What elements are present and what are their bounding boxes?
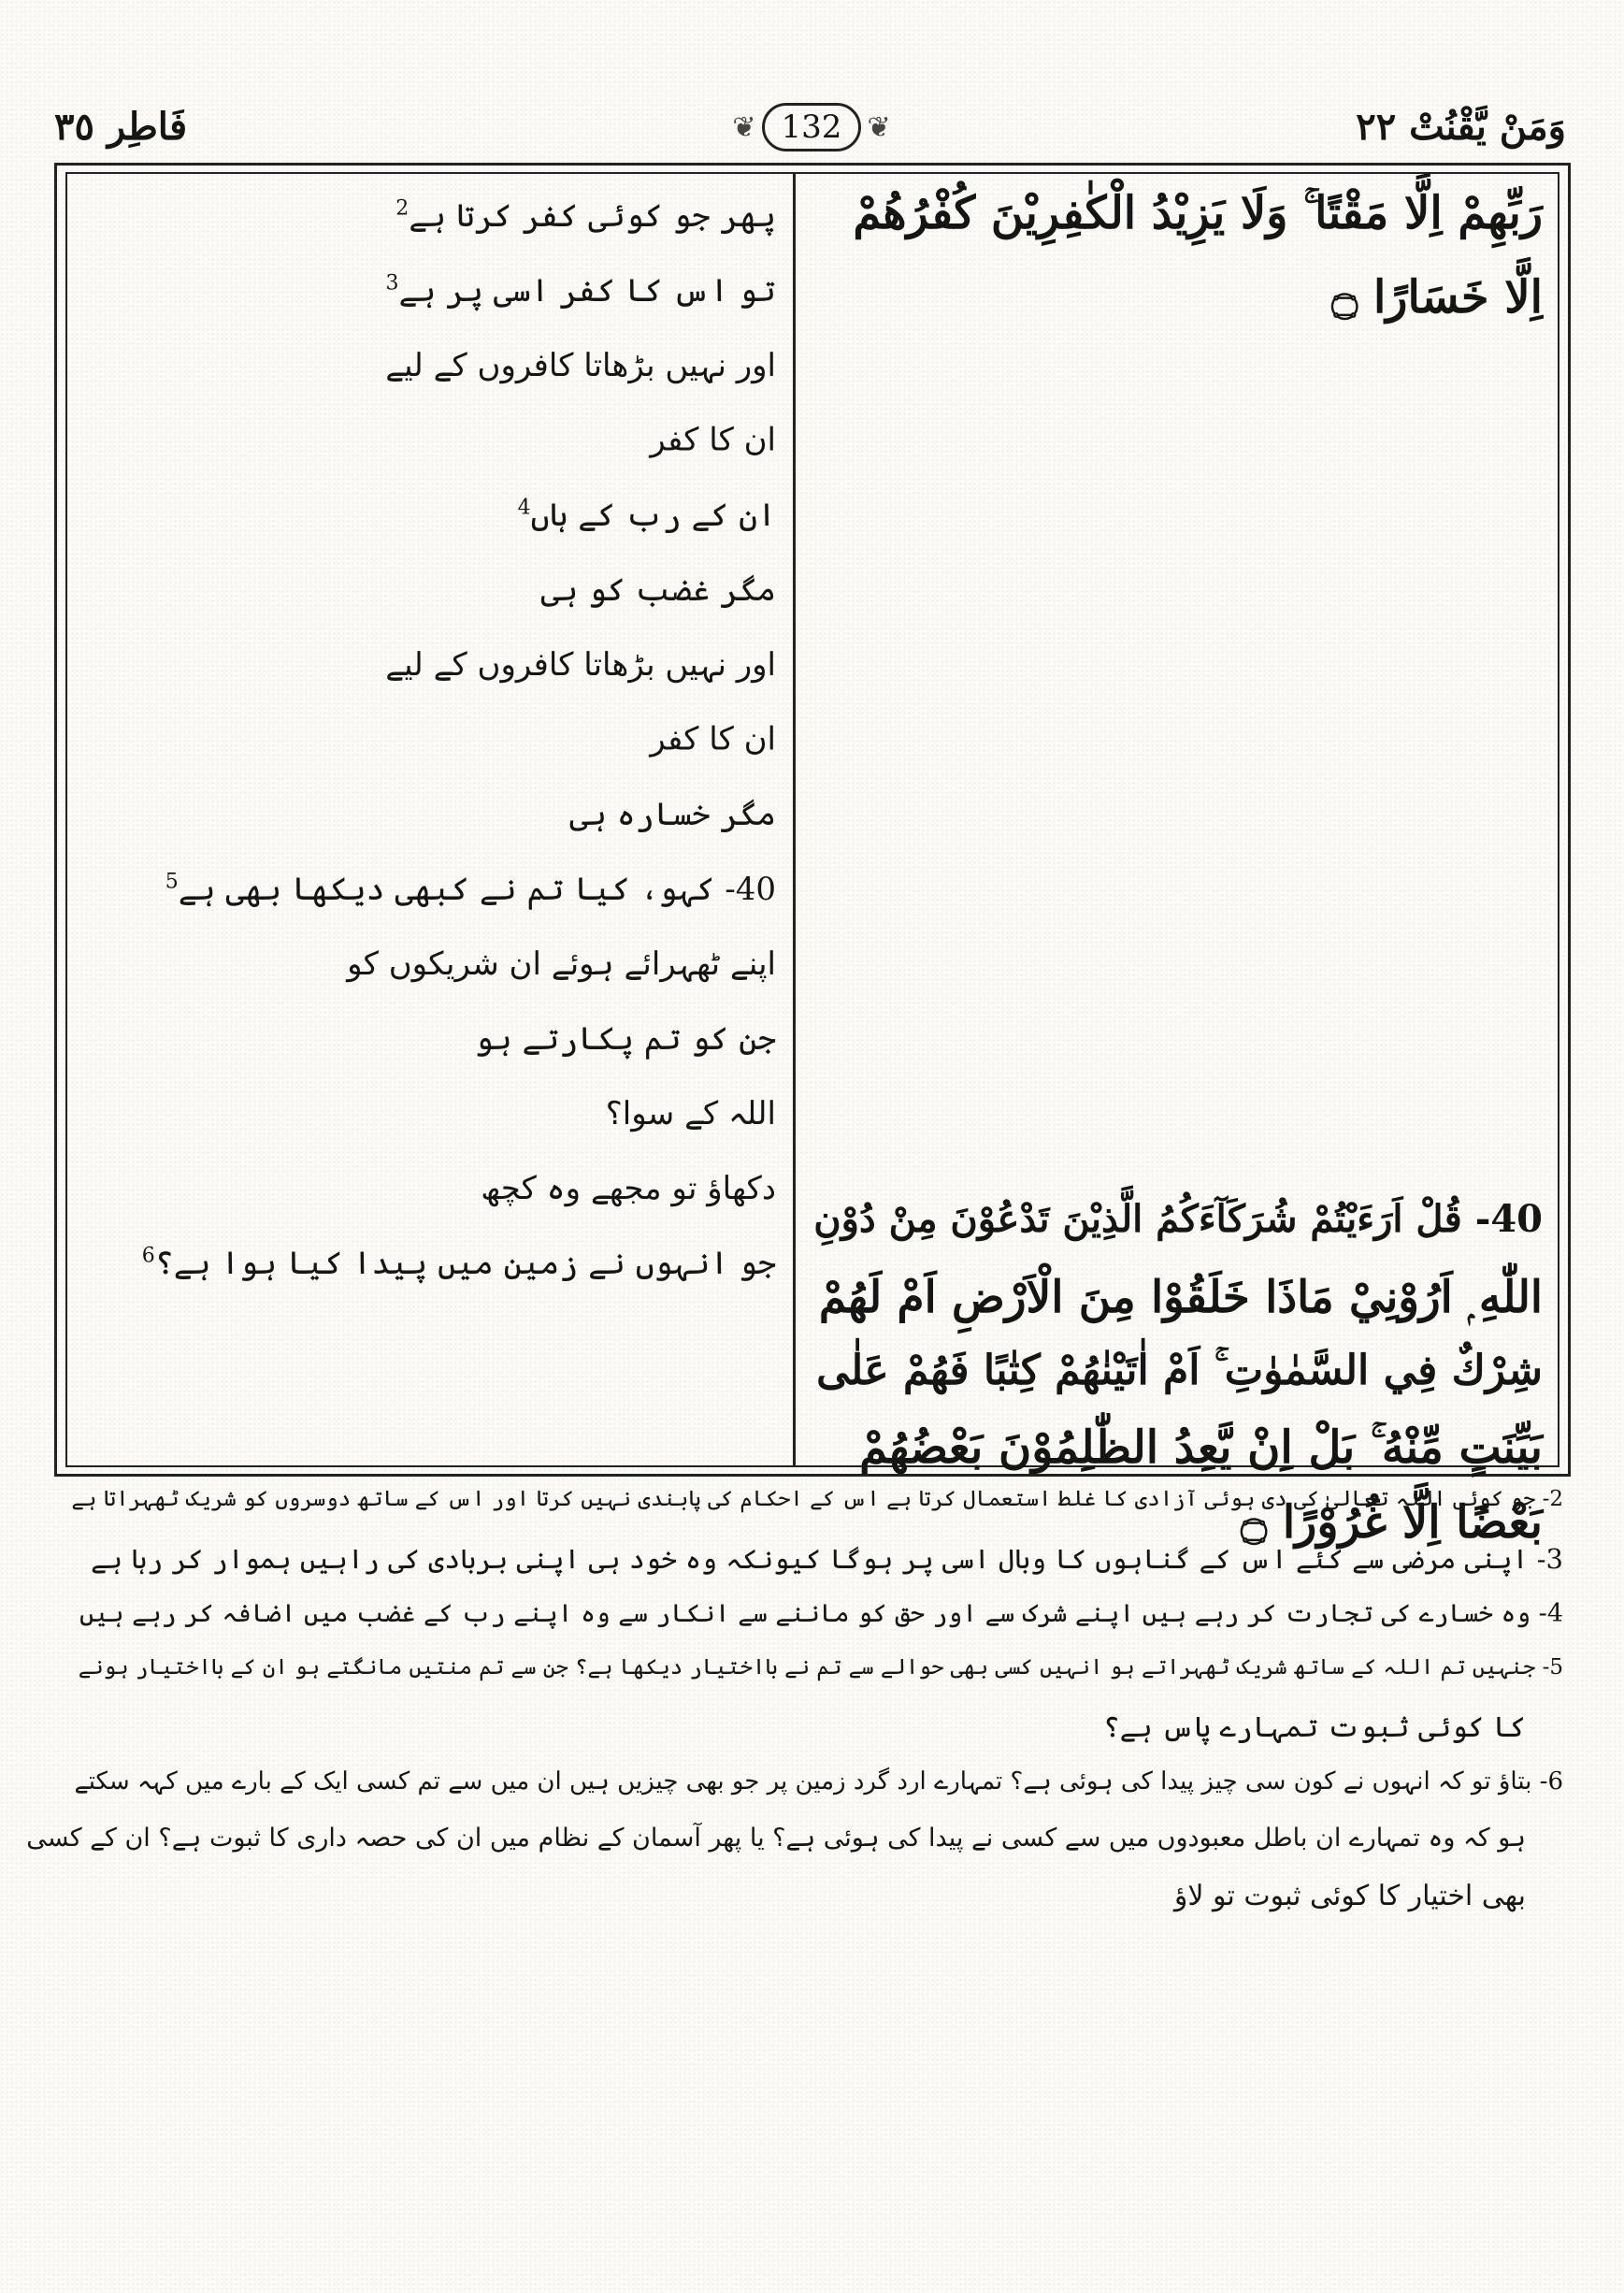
arabic-line: رَبِّهِمْ اِلَّا مَقْتًا ۚ وَلَا يَزِيْدُ الْكٰفِرِيْنَ كُفْرُهُمْ — [853, 187, 1543, 239]
footnote-line: بھی اختیار کا کوئی ثبوت تو لاؤ — [1173, 1880, 1526, 1912]
urdu-line: مگر غضب کو ہی — [540, 571, 776, 609]
ornament-icon: ❦ — [732, 110, 756, 144]
footnote-line: 3- اپنی مرضی سے کئے اس کے گناہوں کا وبال اسی پر ہوگا کیونکہ وہ خود ہی اپنی بربادی کی راہیں ہموار کر رہا ہے — [91, 1543, 1563, 1575]
urdu-line: اور نہیں بڑھاتا کافروں کے لیے — [385, 646, 776, 684]
urdu-line: اللہ کے سوا؟ — [605, 1095, 776, 1132]
urdu-line: ان کے رب کے ہاں$^4$ — [517, 496, 776, 534]
urdu-line: جن کو تم پکارتے ہو — [474, 1020, 776, 1058]
arabic-line: اِلَّا خَسَارًا ۝ — [1331, 271, 1543, 324]
urdu-line: پھر جو کوئی کفر کرتا ہے$^2$ — [395, 196, 776, 235]
arabic-line: بَعْضًا اِلَّا غُرُوْرًا ۝ — [1240, 1496, 1543, 1549]
arabic-line: 40- قُلْ اَرَءَيْتُمْ شُرَكَآءَكُمُ الَّذِيْنَ تَدْعُوْنَ مِنْ دُوْنِ — [813, 1197, 1543, 1241]
arabic-line: شِرْكٌ فِي السَّمٰوٰتِ ۚ اَمْ اٰتَيْنٰهُمْ كِتٰبًا فَهُمْ عَلٰى — [816, 1347, 1543, 1394]
page-number: 132 — [762, 103, 862, 151]
urdu-line: تو اس کا کفر اسی پر ہے$^3$ — [385, 271, 776, 310]
ornament-icon: ❦ — [867, 110, 891, 144]
footnote-line: 5- جنہیں تم اللہ کے ساتھ شریک ٹھہراتے ہو انہیں کسی بھی حوالے سے تم نے بااختیار دیکھا ہے؟ جن سے تم منتیں مانگتے ہو ان کے بااختیار ہونے — [78, 1655, 1563, 1680]
footnote-line: کا کوئی ثبوت تمہارے پاس ہے؟ — [1103, 1711, 1526, 1744]
footnote-line: ہو کہ وہ تمہارے ان باطل معبودوں میں سے کسی نے پیدا کی ہوئی ہے؟ یا پھر آسمان کے نظام میں ان کی حصہ داری کا ثبوت ہے؟ ان کے کسی — [26, 1824, 1526, 1853]
urdu-line: 40- کہو، کیا تم نے کبھی دیکھا بھی ہے$^5$ — [165, 870, 776, 908]
footnote-line: 6- بتاؤ تو کہ انہوں نے کون سی چیز پیدا کی ہوئی ہے؟ تمہارے ارد گرد زمین پر جو بھی چیزیں ہیں ان میں سے تم کسی ایک کے بارے میں کہہ سکتے — [74, 1767, 1563, 1795]
urdu-line: ان کا کفر — [650, 720, 776, 758]
juz-title: وَمَنْ يَّقْنُتْ ٢٢ — [1356, 105, 1566, 149]
urdu-line: دکھاؤ تو مجھے وہ کچھ — [481, 1170, 776, 1207]
arabic-line: بَيِّنَتٍ مِّنْهُ ۚ بَلْ اِنْ يَّعِدُ الظّٰلِمُوْنَ بَعْضُهُمْ — [859, 1421, 1543, 1474]
urdu-line: مگر خسارہ ہی — [569, 796, 776, 833]
urdu-line: جو انہوں نے زمین میں پیدا کیا ہوا ہے؟$^6$ — [141, 1244, 776, 1282]
urdu-line: ان کا کفر — [650, 421, 776, 459]
arabic-line: اللّٰهِ ۭ اَرُوْنِيْ مَاذَا خَلَقُوْا مِنَ الْاَرْضِ اَمْ لَهُمْ — [818, 1272, 1543, 1323]
page-number-badge — [720, 101, 903, 153]
surah-title: فَاطِر ٣٥ — [54, 105, 188, 149]
urdu-line: اور نہیں بڑھاتا کافروں کے لیے — [385, 347, 776, 384]
footnote-line: 2- جو کوئی اللہ تعالیٰ کی دی ہوئی آزادی کا غلط استعمال کرتا ہے اس کے احکام کی پابندی نہیں کرتا اور اس کے ساتھ دوسروں کو شریک ٹھہراتا ہے — [71, 1487, 1563, 1511]
column-divider — [793, 172, 796, 1467]
footnote-line: 4- وہ خسارے کی تجارت کر رہے ہیں اپنے شرک سے اور حق کو ماننے سے انکار سے وہ اپنے رب کے غضب میں اضافہ کر رہے ہیں — [79, 1599, 1563, 1628]
urdu-line: اپنے ٹھہرائے ہوئے ان شریکوں کو — [347, 945, 776, 983]
